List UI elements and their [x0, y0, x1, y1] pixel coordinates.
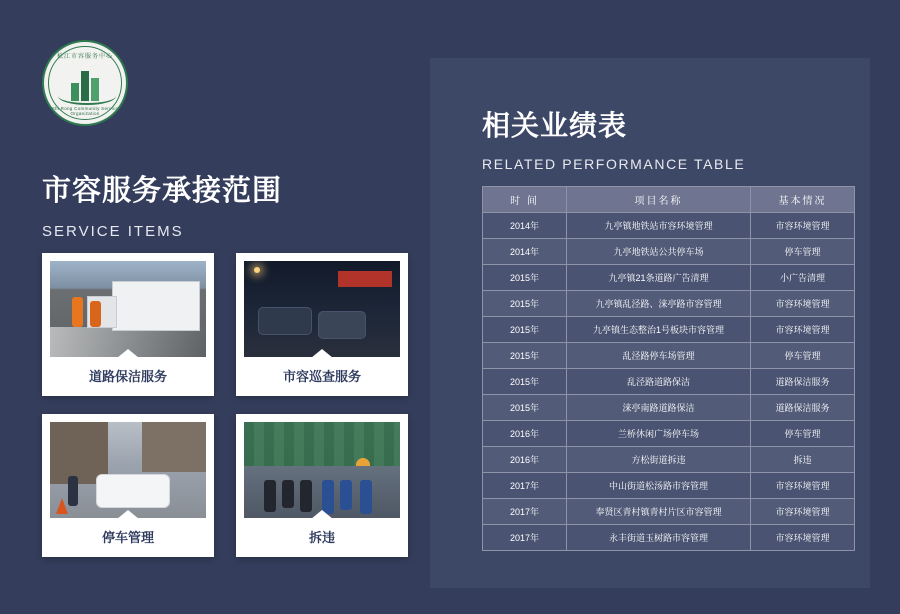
table-cell: 九亭镇乱泾路、涞亭路市容管理 — [567, 291, 751, 317]
table-row — [483, 447, 855, 473]
person-shape — [282, 480, 294, 508]
performance-heading — [482, 104, 745, 172]
shop-sign-shape — [338, 271, 392, 287]
table-cell: 市容环境管理 — [751, 317, 855, 343]
service-cards-grid — [42, 253, 427, 557]
table-cell: 2015年 — [483, 395, 567, 421]
table-cell: 2015年 — [483, 343, 567, 369]
table-cell: 奉贤区青村镇青村片区市容管理 — [567, 499, 751, 525]
service-items-heading — [42, 168, 442, 240]
person-shape — [264, 480, 276, 512]
table-cell: 2014年 — [483, 239, 567, 265]
table-cell: 涞亭南路道路保洁 — [567, 395, 751, 421]
night-patrol-photo — [244, 261, 400, 357]
table-cell: 2015年 — [483, 291, 567, 317]
car-shape — [318, 311, 366, 339]
logo-bottom-text: Shi Rong Community Service Organization — [51, 106, 119, 116]
table-cell: 道路保洁服务 — [751, 369, 855, 395]
table-body — [483, 213, 855, 551]
worker-shape — [322, 480, 334, 514]
table-cell: 2016年 — [483, 421, 567, 447]
table-row — [483, 395, 855, 421]
table-header-cell: 基本情况 — [751, 187, 855, 213]
table-cell: 市容环境管理 — [751, 499, 855, 525]
table-cell: 方松街道拆违 — [567, 447, 751, 473]
table-cell: 市容环境管理 — [751, 473, 855, 499]
table-cell: 九亭镇21条道路广告清理 — [567, 265, 751, 291]
table-cell: 停车管理 — [751, 239, 855, 265]
table-row — [483, 213, 855, 239]
service-items-title-cn: 市容服务承接范围 — [42, 175, 283, 207]
table-cell: 九亭镇地铁站市容环境管理 — [567, 213, 751, 239]
table-cell: 永丰街道玉树路市容管理 — [567, 525, 751, 551]
table-cell: 2017年 — [483, 525, 567, 551]
service-card-caption: 道路保洁服务 — [88, 369, 167, 384]
table-cell: 拆违 — [751, 447, 855, 473]
performance-title-en: RELATED PERFORMANCE TABLE — [482, 156, 746, 172]
traffic-cone-shape — [56, 498, 68, 514]
worker-shape — [72, 297, 83, 327]
person-shape — [68, 476, 78, 506]
table-cell: 中山街道松汤路市容管理 — [567, 473, 751, 499]
service-card-caption: 拆违 — [308, 530, 335, 545]
table-row — [483, 343, 855, 369]
table-row — [483, 473, 855, 499]
table-row — [483, 525, 855, 551]
table-cell: 市容环境管理 — [751, 525, 855, 551]
table-cell: 市容环境管理 — [751, 213, 855, 239]
table-cell: 道路保洁服务 — [751, 395, 855, 421]
card-notch-icon — [311, 510, 333, 518]
logo-top-text: 松江市容服务中心 — [56, 54, 113, 60]
table-row — [483, 291, 855, 317]
card-notch-icon — [117, 349, 139, 357]
table-cell: 乱泾路道路保洁 — [567, 369, 751, 395]
table-row — [483, 369, 855, 395]
performance-table — [482, 186, 855, 551]
white-car-shape — [96, 474, 170, 508]
performance-title-cn: 相关业绩表 — [482, 110, 628, 141]
helmet-icon — [356, 458, 370, 466]
table-header-cell: 项目名称 — [567, 187, 751, 213]
service-card-caption: 停车管理 — [101, 530, 154, 545]
road-cleaning-photo — [50, 261, 206, 357]
service-card[interactable] — [42, 414, 214, 557]
service-items-title-en: SERVICE ITEMS — [42, 223, 184, 240]
person-shape — [300, 480, 312, 512]
service-card[interactable] — [236, 414, 408, 557]
worker-shape — [360, 480, 372, 514]
table-cell: 小广告清理 — [751, 265, 855, 291]
table-cell: 2014年 — [483, 213, 567, 239]
table-cell: 2015年 — [483, 369, 567, 395]
cleaning-truck-shape — [112, 281, 200, 331]
car-shape — [258, 307, 312, 335]
card-notch-icon — [117, 510, 139, 518]
table-cell: 2017年 — [483, 499, 567, 525]
service-card[interactable] — [236, 253, 408, 396]
table-row — [483, 317, 855, 343]
table-row — [483, 421, 855, 447]
green-fence-shape — [244, 422, 400, 466]
card-notch-icon — [311, 349, 333, 357]
table-cell: 市容环境管理 — [751, 291, 855, 317]
table-cell: 2017年 — [483, 473, 567, 499]
table-cell: 停车管理 — [751, 343, 855, 369]
table-cell: 2015年 — [483, 317, 567, 343]
service-card-caption: 市容巡查服务 — [282, 369, 361, 384]
street-parking-photo — [50, 422, 206, 518]
worker-shape — [90, 301, 101, 327]
table-header-row — [483, 187, 855, 213]
table-cell: 2015年 — [483, 265, 567, 291]
table-cell: 兰桥休闲广场停车场 — [567, 421, 751, 447]
demolition-photo — [244, 422, 400, 518]
table-cell: 2016年 — [483, 447, 567, 473]
logo-swoosh-icon — [58, 87, 116, 105]
table-header-cell: 时 间 — [483, 187, 567, 213]
worker-shape — [340, 480, 352, 510]
table-row — [483, 239, 855, 265]
table-cell: 九亭地铁站公共停车场 — [567, 239, 751, 265]
table-row — [483, 265, 855, 291]
street-lamp-shape — [254, 267, 260, 273]
table-row — [483, 499, 855, 525]
table-cell: 九亭镇生态整治1号板块市容管理 — [567, 317, 751, 343]
service-card[interactable] — [42, 253, 214, 396]
table-cell: 停车管理 — [751, 421, 855, 447]
building-shape — [142, 422, 206, 472]
table-cell: 乱泾路停车场管理 — [567, 343, 751, 369]
organization-logo — [42, 40, 128, 126]
